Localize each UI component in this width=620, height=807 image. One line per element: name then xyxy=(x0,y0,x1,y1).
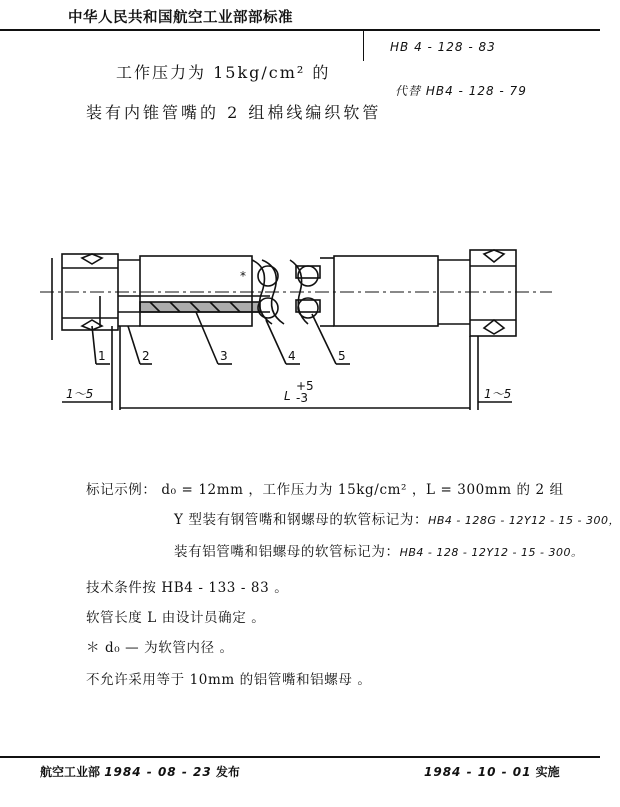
replaces-code: HB4 - 128 - 79 xyxy=(425,84,527,98)
restriction-note: 不允许采用等于 10mm 的铝管嘴和铝螺母 。 xyxy=(86,672,372,688)
issue-label: 发布 xyxy=(215,765,240,779)
designation-steel xyxy=(174,508,620,528)
replaces-label: 代替 xyxy=(395,84,422,98)
callout-4: 4 xyxy=(288,349,296,363)
designation-aluminum xyxy=(174,540,582,560)
footer-implemented xyxy=(424,763,560,780)
dim-right-range: 1～5 xyxy=(484,387,512,401)
technical-conditions-note: 技术条件按 HB4 - 133 - 83 。 xyxy=(86,580,289,596)
callout-2: 2 xyxy=(142,349,150,363)
issuing-authority: 航空工业部 xyxy=(40,765,101,779)
callout-1: 1 xyxy=(98,349,106,363)
document-title-line1: 工作压力为 15kg/cm² 的 xyxy=(116,63,331,82)
hose-assembly-drawing xyxy=(0,240,600,420)
dim-length-L: L xyxy=(284,389,291,403)
standard-code: HB 4 - 128 - 83 xyxy=(390,40,496,54)
implementation-date: 1984 - 10 - 01 xyxy=(424,765,532,779)
marking-example: 标记示例： d₀ = 12mm ，工作压力为 15kg/cm² ，L = 300mm 的 2 组 xyxy=(86,482,564,498)
dim-tol-plus: +5 xyxy=(296,379,314,393)
callout-5: 5 xyxy=(338,349,346,363)
designation-steel-text: Y 型装有钢管嘴和钢螺母的软管标记为： xyxy=(174,512,429,528)
dim-tol-minus: -3 xyxy=(296,391,308,405)
replaces-standard xyxy=(395,82,527,99)
issuing-organization: 中华人民共和国航空工业部部标准 xyxy=(68,10,293,26)
inner-diameter-star: * xyxy=(240,269,246,283)
header-rule xyxy=(0,29,600,31)
inner-diameter-note: ＊ d₀ — 为软管内径 。 xyxy=(86,640,234,656)
footer-issued xyxy=(40,763,240,780)
issue-date: 1984 - 08 - 23 xyxy=(104,765,212,779)
callout-3: 3 xyxy=(220,349,228,363)
header-separator xyxy=(363,29,364,61)
designation-al-code: HB4 - 128 - 12Y12 - 15 - 300。 xyxy=(399,546,583,559)
document-title-line2: 装有内锥管嘴的 2 组棉线编织软管 xyxy=(86,103,382,122)
implementation-label: 实施 xyxy=(535,765,560,779)
designation-al-text: 装有铝管嘴和铝螺母的软管标记为： xyxy=(174,544,400,560)
designation-steel-code: HB4 - 128G - 12Y12 - 15 - 300， xyxy=(428,514,620,527)
footer-rule xyxy=(0,756,600,758)
dim-left-range: 1～5 xyxy=(66,387,94,401)
hose-length-note: 软管长度 L 由设计员确定 。 xyxy=(86,610,266,626)
